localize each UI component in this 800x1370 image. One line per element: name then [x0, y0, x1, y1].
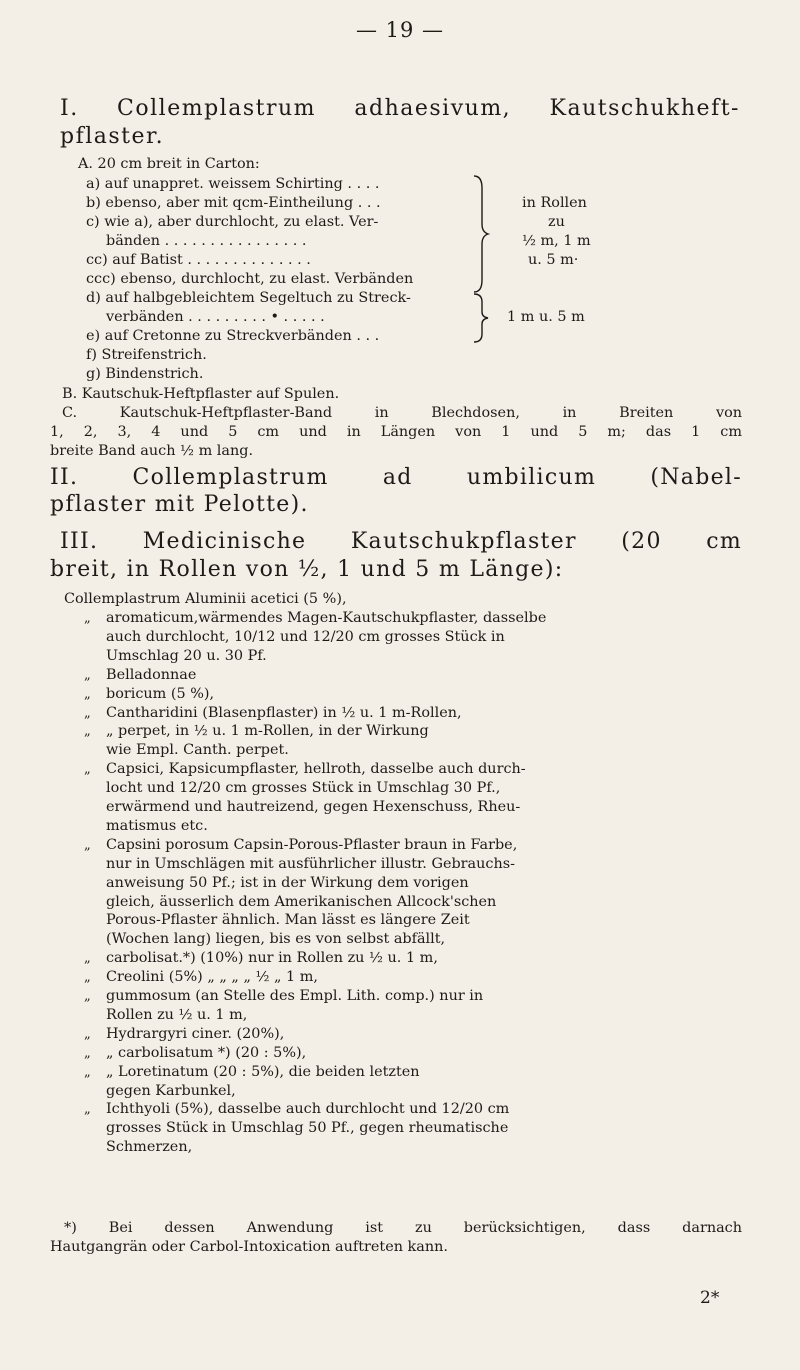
item-c: c) wie a), aber durchlocht, zu elast. Ver- — [86, 214, 379, 230]
section2-title — [50, 464, 742, 492]
item-g: g) Bindenstrich. — [86, 366, 204, 382]
entry-line: (Wochen lang) liegen, bis es von selbst abfällt, — [106, 931, 446, 947]
item-ccc: ccc) ebenso, durchlocht, zu elast. Verbänden — [86, 271, 414, 287]
entry-line: Belladonnae — [106, 667, 197, 683]
entry-line: „ carbolisatum *) (20 : 5%), — [106, 1045, 307, 1061]
section3-title-line2: breit, in Rollen von ½, 1 und 5 m Länge): — [50, 557, 564, 582]
ditto-mark: „ — [84, 951, 91, 966]
entry-line: locht und 12/20 cm grosses Stück in Umschlag 30 Pf., — [106, 780, 501, 796]
ditto-mark: „ — [84, 1046, 91, 1061]
entry-line: Creolini (5%) „ „ „ „ ½ „ 1 m, — [106, 969, 318, 985]
item-b: b) ebenso, aber mit qcm-Eintheilung . . . — [86, 195, 381, 211]
side-in-rollen: in Rollen — [522, 195, 587, 211]
entry-line: Schmerzen, — [106, 1139, 193, 1155]
ditto-mark: „ — [84, 762, 91, 777]
section1-A-label: A. 20 cm breit in Carton: — [78, 156, 260, 172]
ditto-mark: „ — [84, 989, 91, 1004]
entry-line: Capsici, Kapsicumpflaster, hellroth, dasselbe auch durch- — [106, 761, 526, 777]
footnote-line2: Hautgangrän oder Carbol-Intoxication auftreten kann. — [50, 1239, 448, 1255]
ditto-mark: „ — [84, 838, 91, 853]
item-f: f) Streifenstrich. — [86, 347, 207, 363]
section1-C-line3: breite Band auch ½ m lang. — [50, 443, 254, 459]
item-a: a) auf unappret. weissem Schirting . . . . — [86, 176, 380, 192]
section1-B: B. Kautschuk-Heftpflaster auf Spulen. — [62, 386, 340, 402]
entry-line: erwärmend und hautreizend, gegen Hexenschuss, Rheu- — [106, 799, 521, 815]
item-e: e) auf Cretonne zu Streckverbänden . . . — [86, 328, 380, 344]
section1-title-line2: pflaster. — [60, 124, 165, 149]
entry-line: „ perpet, in ½ u. 1 m-Rollen, in der Wirkung — [106, 723, 429, 739]
entry-line: Hydrargyri ciner. (20%), — [106, 1026, 285, 1042]
side-zu: zu — [548, 214, 565, 230]
ditto-mark: „ — [84, 668, 91, 683]
entry-line: anweisung 50 Pf.; ist in der Wirkung dem vorigen — [106, 875, 469, 891]
ditto-mark: „ — [84, 706, 91, 721]
item-c-cont: bänden . . . . . . . . . . . . . . . . — [106, 233, 307, 249]
entry-line: nur in Umschlägen mit ausführlicher illustr. Gebrauchs- — [106, 856, 515, 872]
section3-title-line1: III. Medicinische Kautschukpflaster (20 cm — [60, 529, 742, 554]
footnote — [64, 1220, 742, 1236]
section1-C — [62, 404, 742, 423]
section1-C-line2: 1, 2, 3, 4 und 5 cm und in Längen von 1 und 5 m; das 1 cm — [50, 424, 742, 440]
entry-line: Porous-Pflaster ähnlich. Man lässt es längere Zeit — [106, 912, 470, 928]
entry-line: Umschlag 20 u. 30 Pf. — [106, 648, 267, 664]
section3-title — [60, 528, 742, 556]
entry-line: „ Loretinatum (20 : 5%), die beiden letzten — [106, 1064, 420, 1080]
ditto-mark: „ — [84, 970, 91, 985]
side-streck: 1 m u. 5 m — [507, 309, 585, 325]
footnote-line1: *) Bei dessen Anwendung ist zu berücksichtigen, dass darnach — [64, 1220, 742, 1236]
side-lengths: ½ m, 1 m — [522, 233, 591, 249]
item-cc: cc) auf Batist . . . . . . . . . . . . . . — [86, 252, 311, 268]
entry-line: aromaticum,wärmendes Magen-Kautschukpflaster, dasselbe — [106, 610, 547, 626]
ditto-mark: „ — [84, 1065, 91, 1080]
entry-line: gummosum (an Stelle des Empl. Lith. comp.) nur in — [106, 988, 484, 1004]
section2-title-line1: II. Collemplastrum ad umbilicum (Nabel- — [50, 465, 742, 490]
ditto-mark: „ — [84, 1027, 91, 1042]
entry-line: Capsini porosum Capsin-Porous-Pflaster braun in Farbe, — [106, 837, 518, 853]
brace-streck — [472, 292, 490, 344]
entry-line: Rollen zu ½ u. 1 m, — [106, 1007, 248, 1023]
brace-rollen — [472, 174, 490, 294]
entry-line: auch durchlocht, 10/12 und 12/20 cm grosses Stück in — [106, 629, 505, 645]
entry-line: gleich, äusserlich dem Amerikanischen Allcock'schen — [106, 894, 497, 910]
ditto-mark: „ — [84, 611, 91, 626]
side-5m: u. 5 m· — [528, 252, 579, 268]
section1-C-l2 — [50, 423, 742, 442]
section1-C-line1: C. Kautschuk-Heftpflaster-Band in Blechdosen, in Breiten von — [62, 405, 742, 421]
signature-mark: 2* — [700, 1288, 720, 1308]
entry-line: Ichthyoli (5%), dasselbe auch durchlocht und 12/20 cm — [106, 1101, 510, 1117]
ditto-mark: „ — [84, 724, 91, 739]
section1-title-line1: I. Collemplastrum adhaesivum, Kautschukheft- — [60, 96, 740, 121]
item-d-cont: verbänden . . . . . . . . . • . . . . . — [106, 309, 325, 325]
ditto-mark: „ — [84, 687, 91, 702]
entry-line: matismus etc. — [106, 818, 208, 834]
ditto-mark: „ — [84, 1102, 91, 1117]
entry-line: gegen Karbunkel, — [106, 1083, 236, 1099]
entry-line: carbolisat.*) (10%) nur in Rollen zu ½ u. 1 m, — [106, 950, 438, 966]
section2-title-line2: pflaster mit Pelotte). — [50, 492, 309, 517]
section3-first-entry: Collemplastrum Aluminii acetici (5 %), — [64, 591, 347, 607]
section1-title — [60, 95, 740, 123]
entry-line: wie Empl. Canth. perpet. — [106, 742, 289, 758]
page-number: — 19 — — [355, 18, 445, 42]
entry-line: boricum (5 %), — [106, 686, 215, 702]
entry-line: Cantharidini (Blasenpflaster) in ½ u. 1 m-Rollen, — [106, 705, 462, 721]
entry-line: grosses Stück in Umschlag 50 Pf., gegen rheumatische — [106, 1120, 509, 1136]
item-d: d) auf halbgebleichtem Segeltuch zu Streck- — [86, 290, 411, 306]
